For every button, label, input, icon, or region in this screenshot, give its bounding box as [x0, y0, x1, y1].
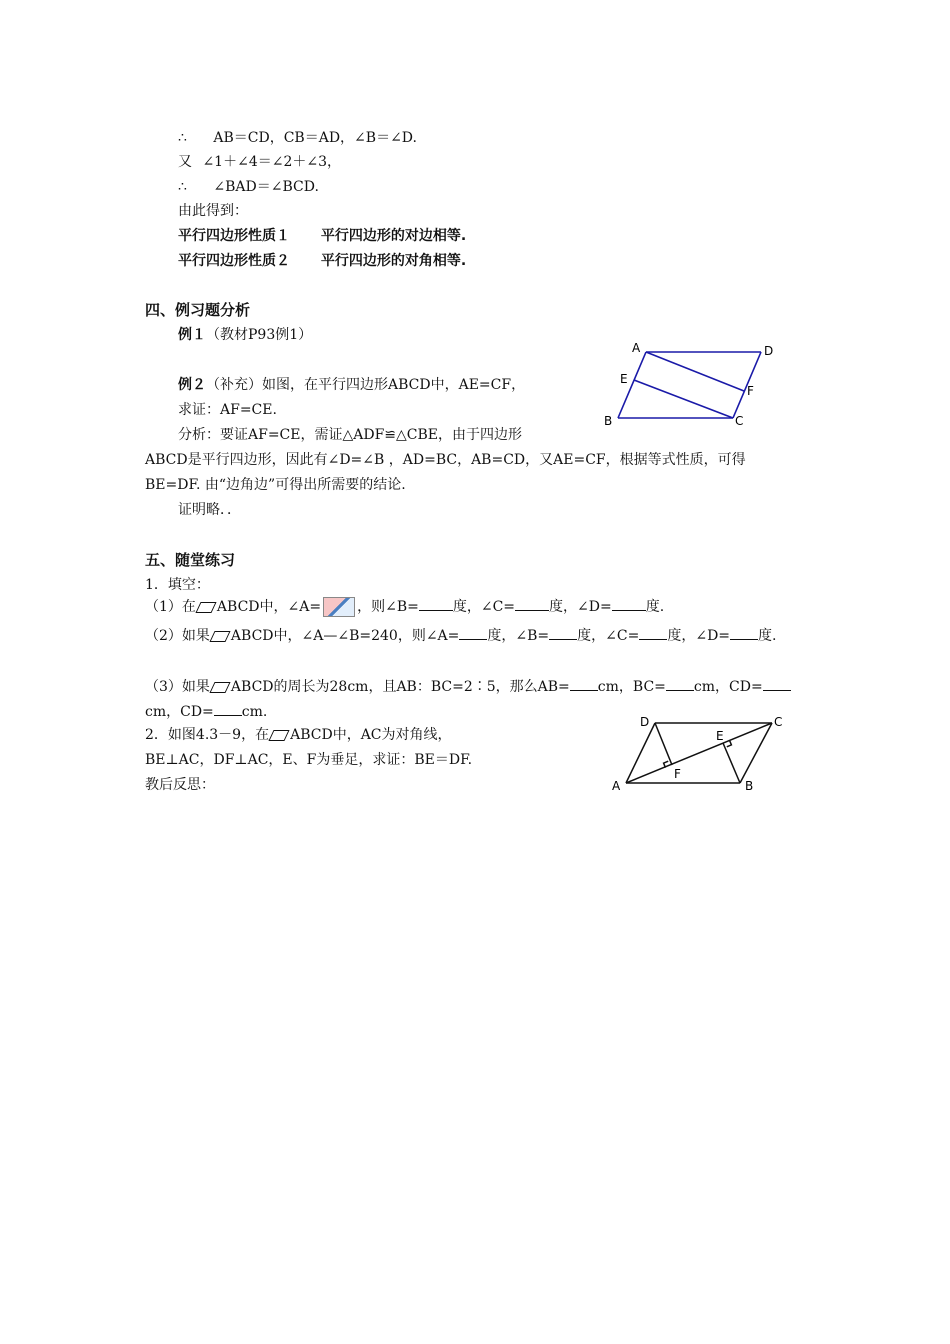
section-5-title: 五、随堂练习	[145, 551, 236, 569]
proof-line-1	[178, 128, 417, 148]
segment-ec	[634, 380, 733, 418]
answer-blank[interactable]	[515, 596, 549, 611]
label-a: A	[612, 779, 621, 793]
q1-2-text-f: 度.	[758, 628, 777, 644]
teaching-reflection: 教后反思：	[145, 777, 215, 793]
proof-line-2	[178, 152, 341, 172]
label-c: C	[735, 414, 744, 428]
answer-blank[interactable]	[459, 625, 487, 640]
analysis-line-3: BE=DF. 由“边角边”可得出所需要的结论.	[145, 477, 406, 493]
answer-blank[interactable]	[549, 625, 577, 640]
question-1-1	[145, 596, 664, 617]
proof-line-3	[178, 177, 319, 197]
again-word: 又	[178, 154, 192, 170]
answer-blank[interactable]	[666, 676, 694, 691]
property-2-text: 平行四边形的对角相等.	[320, 253, 467, 269]
perpendicular-df	[655, 723, 672, 765]
q1-3-text-e: cm，CD=	[145, 704, 214, 720]
section-4-title: 四、例习题分析	[145, 301, 251, 319]
q1-1-text-b: ABCD中，∠A=	[216, 599, 322, 615]
q1-2-text-b: ABCD中，∠A—∠B=240，则∠A=	[230, 628, 460, 644]
angle-image-icon	[323, 597, 355, 617]
q1-1-text-a: （1）在	[145, 599, 196, 615]
parallelogram-icon	[269, 730, 290, 741]
example-1-label: 例１	[178, 327, 206, 343]
analysis-line-2: ABCD是平行四边形，因此有∠D=∠B ，AD=BC，AB=CD，又AE=CF，根据等式性质，可得	[145, 452, 746, 468]
q2-text-b: ABCD中，AC为对角线，	[290, 727, 452, 743]
q1-1-text-d: 度，∠C=	[452, 599, 516, 615]
question-1-label: 1．填空：	[145, 577, 210, 593]
q1-3-text-f: cm.	[241, 704, 268, 720]
diagonal-ac	[626, 723, 772, 783]
q2-text-a: 2．如图4.3－9，在	[145, 727, 270, 743]
q1-3-text-c: cm，BC=	[597, 679, 666, 695]
label-b: B	[745, 779, 754, 793]
example-1	[178, 325, 312, 345]
proof-text-2: ∠1＋∠4＝∠2＋∠3，	[202, 154, 342, 170]
label-f: F	[747, 384, 754, 398]
question-2-line-1	[145, 725, 452, 745]
label-f: F	[674, 767, 681, 781]
property-1-text: 平行四边形的对边相等.	[320, 228, 467, 244]
therefore-symbol: ∴	[178, 130, 187, 146]
example-2	[178, 375, 525, 395]
example-2-text: （补充）如图，在平行四边形ABCD中，AE=CF，	[206, 377, 526, 393]
answer-blank[interactable]	[763, 676, 791, 691]
label-b: B	[604, 414, 613, 428]
question-1-3	[145, 676, 791, 697]
q1-1-text-f: 度.	[645, 599, 665, 615]
example-2-label: 例２	[178, 377, 206, 393]
q1-3-text-d: cm，CD=	[693, 679, 763, 695]
example-1-text: （教材P93例1）	[206, 327, 313, 343]
figure-4-3-9	[610, 710, 800, 795]
edge-ad	[626, 723, 655, 783]
q1-2-text-c: 度，∠B=	[487, 628, 550, 644]
parallelogram-icon	[209, 631, 230, 642]
analysis-line-1: 分析：要证AF=CE，需证△ADF≌△CBE，由于四边形	[178, 427, 523, 443]
q1-3-text-a: （3）如果	[145, 679, 210, 695]
answer-blank[interactable]	[570, 676, 598, 691]
question-1-2	[145, 625, 776, 646]
property-2	[178, 251, 466, 271]
property-2-label: 平行四边形性质２	[178, 253, 290, 269]
parallelogram-icon	[209, 682, 230, 693]
answer-blank[interactable]	[214, 701, 242, 716]
q1-2-text-a: （2）如果	[145, 628, 210, 644]
label-e: E	[620, 372, 628, 386]
answer-blank[interactable]	[612, 596, 646, 611]
answer-blank[interactable]	[639, 625, 667, 640]
proof-text-3: ∠BAD＝∠BCD.	[213, 179, 319, 195]
label-d: D	[764, 344, 774, 358]
property-1-label: 平行四边形性质１	[178, 228, 290, 244]
example-2-prove: 求证：AF=CE.	[178, 402, 277, 418]
label-c: C	[774, 715, 783, 729]
property-1	[178, 226, 466, 246]
q1-2-text-e: 度，∠D=	[667, 628, 731, 644]
parallelogram-icon	[195, 602, 216, 613]
perpendicular-be	[723, 743, 740, 783]
proof-omitted: 证明略．．	[178, 502, 241, 518]
label-a: A	[632, 341, 641, 355]
conclusion-intro: 由此得到：	[178, 203, 248, 219]
question-1-3-cont	[145, 701, 267, 722]
q1-3-text-b: ABCD的周长为28cm，且AB：BC=2∶5，那么AB=	[230, 679, 570, 695]
answer-blank[interactable]	[419, 596, 453, 611]
q1-2-text-d: 度，∠C=	[577, 628, 640, 644]
figure-parallelogram-aecf	[600, 338, 785, 433]
question-2-line-2: BE⊥AC，DF⊥AC，E、F为垂足，求证：BE＝DF.	[145, 752, 473, 768]
edge-cb	[740, 723, 772, 783]
proof-text-1: AB＝CD，CB＝AD，∠B＝∠D.	[213, 130, 417, 146]
therefore-symbol: ∴	[178, 179, 187, 195]
q1-1-text-e: 度，∠D=	[549, 599, 612, 615]
answer-blank[interactable]	[730, 625, 758, 640]
label-d: D	[640, 715, 650, 729]
segment-af	[646, 352, 744, 391]
label-e: E	[716, 729, 724, 743]
q1-1-text-c: ，则∠B=	[357, 599, 419, 615]
